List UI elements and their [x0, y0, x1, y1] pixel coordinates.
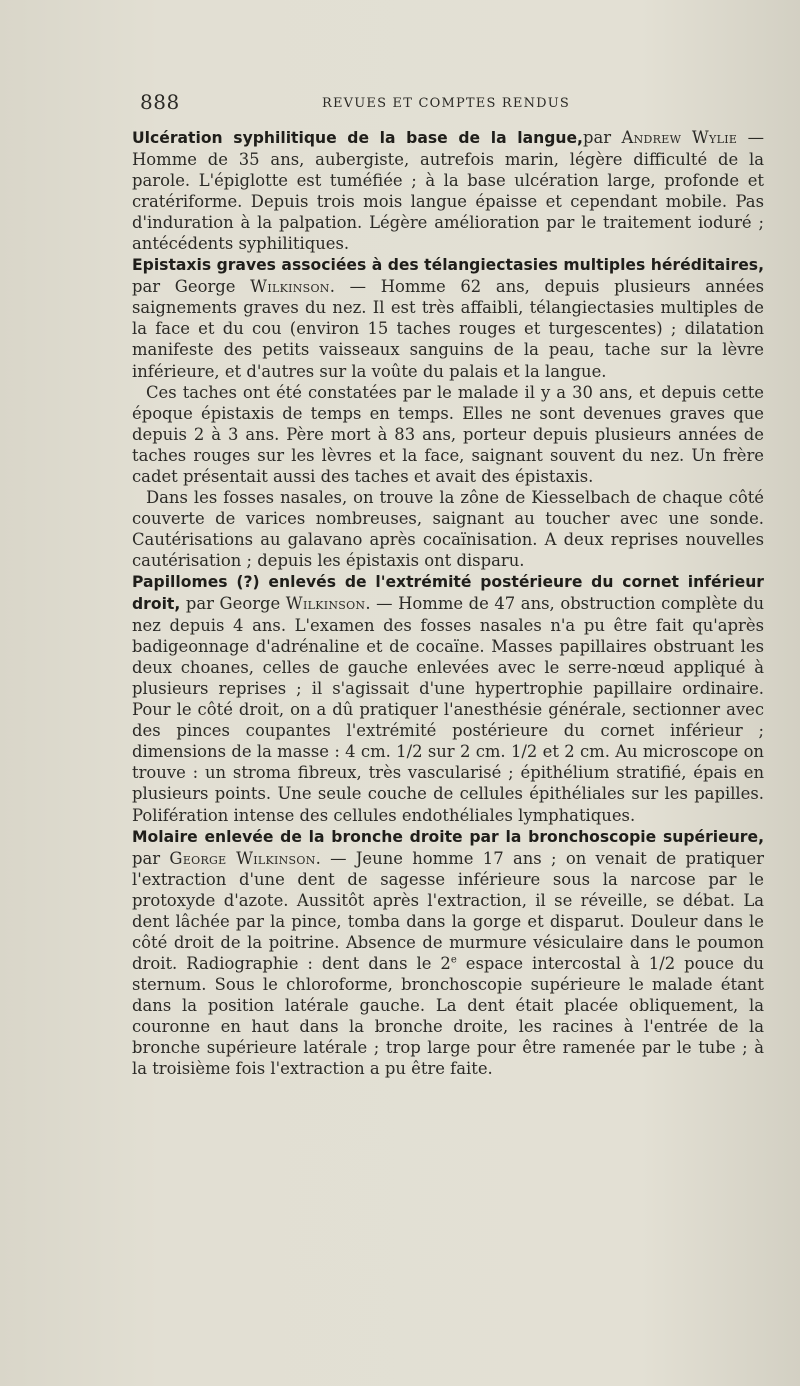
author-name: George Wilkinson: [169, 848, 316, 868]
article-papillomes: [132, 571, 764, 826]
article-ulceration: [132, 127, 764, 254]
article-molaire: [132, 826, 764, 1080]
article-text: espace intercostal à 1/2 pouce du sternum. Sous le chloroforme, bronchoscopie supérieure le malade étant dans la position latérale gauche. La dent était placée obliquement, la couronne en haut dans la bronche droite, les racines à l'entrée de la bronche supérieure latérale ; trop large pour être ramenée par le tube ; à la troisième fois l'extraction a pu être faite.: [132, 953, 764, 1079]
article-epistaxis: [132, 254, 764, 381]
article-body: [132, 127, 764, 1079]
article-text: . — Homme 62 ans, depuis plusieurs années saignements graves du nez. Il est très affaibli, télangiectasies multiples de la face et du cou (environ 15 taches rouges et turgescentes) ; dilatation manifeste des petits vaisseaux sanguins de la peau, tache sur la lèvre inférieure, et d'autres sur la voûte du palais et la langue.: [132, 277, 764, 381]
article-title: Molaire enlevée de la bronche droite par la bronchoscopie supérieure,: [132, 827, 764, 846]
running-head: REVUES ET COMPTES RENDUS: [322, 96, 571, 111]
article-title: Papillomes (?) enlevés de l'extrémité postérieure du cornet inférieur droit,: [132, 572, 764, 614]
article-text: — Homme de 35 ans, aubergiste, autrefois marin, légère difficulté de la parole. L'épiglotte est tuméfiée ; à la base ulcération large, profonde et cratériforme. Depuis trois mois langue épaisse et cependant mobile. Pas d'induration à la palpation. Légère amélioration par le traitement ioduré ; antécédents syphilitiques.: [132, 128, 764, 254]
page-header: [132, 90, 764, 120]
article-text: . — Jeune homme 17 ans ; on venait de pratiquer l'extraction d'une dent de sagesse inférieure sous la narcose par le protoxyde d'azote. Aussitôt après l'extraction, il se réveille, se débat. La dent lâchée par la pince, tomba dans la gorge et disparut. Douleur dans le côté droit de la poitrine. Absence de murmure vésiculaire dans le poumon droit. Radiographie : dent dans le 2: [132, 848, 765, 973]
author-name: Wilkinson: [250, 277, 330, 297]
author-name: Wilkinson: [285, 594, 366, 614]
byline: par: [132, 848, 170, 868]
byline: par George: [132, 277, 251, 297]
paragraph: Dans les fosses nasales, on trouve la zône de Kiesselbach de chaque côté couverte de varices nombreuses, saignant au toucher avec une sonde. Cautérisations au galavano après cocaïnisation. A deux reprises nouvelles cautérisation ; depuis les épistaxis ont disparu.: [132, 487, 764, 570]
byline: par: [582, 128, 622, 147]
article-title: Ulcération syphilitique de la base de la langue,: [132, 129, 583, 147]
article-title: Epistaxis graves associées à des télangiectasies multiples héréditaires,: [132, 256, 764, 275]
article-text: . — Homme de 47 ans, obstruction complète du nez depuis 4 ans. L'examen des fosses nasales n'a pu être fait qu'après badigeonnage d'adrénaline et de cocaïne. Masses papillaires obstruant les deux choanes, celles de gauche enlevées avec le serre-nœud appliqué à plusieurs reprises ; il s'agissait d'une hypertrophie papillaire ordinaire. Pour le côté droit, on a dû pratiquer l'anesthésie générale, sectionner avec des pinces coupantes l'extrémité postérieure du cornet inférieur ; dimensions de la masse : 4 cm. 1/2 sur 2 cm. 1/2 et 2 cm. Au microscope on trouve : un stroma fibreux, très vascularisé ; épithélium stratifié, épais en plusieurs points. Une seule couche de cellules épithéliales sur les papilles. Polifération intense des cellules endothéliales lymphatiques.: [132, 594, 764, 825]
byline: par George: [180, 594, 286, 614]
page-number: 888: [140, 90, 180, 114]
superscript: e: [450, 954, 457, 966]
paragraph: Ces taches ont été constatées par le malade il y a 30 ans, et depuis cette époque épistaxis de temps en temps. Elles ne sont devenues graves que depuis 2 à 3 ans. Père mort à 83 ans, porteur depuis plusieurs années de taches rouges sur les lèvres et la face, saignant souvent du nez. Un frère cadet présentait aussi des taches et avait des épistaxis.: [132, 382, 764, 486]
author-name: Andrew Wylie: [621, 128, 738, 147]
